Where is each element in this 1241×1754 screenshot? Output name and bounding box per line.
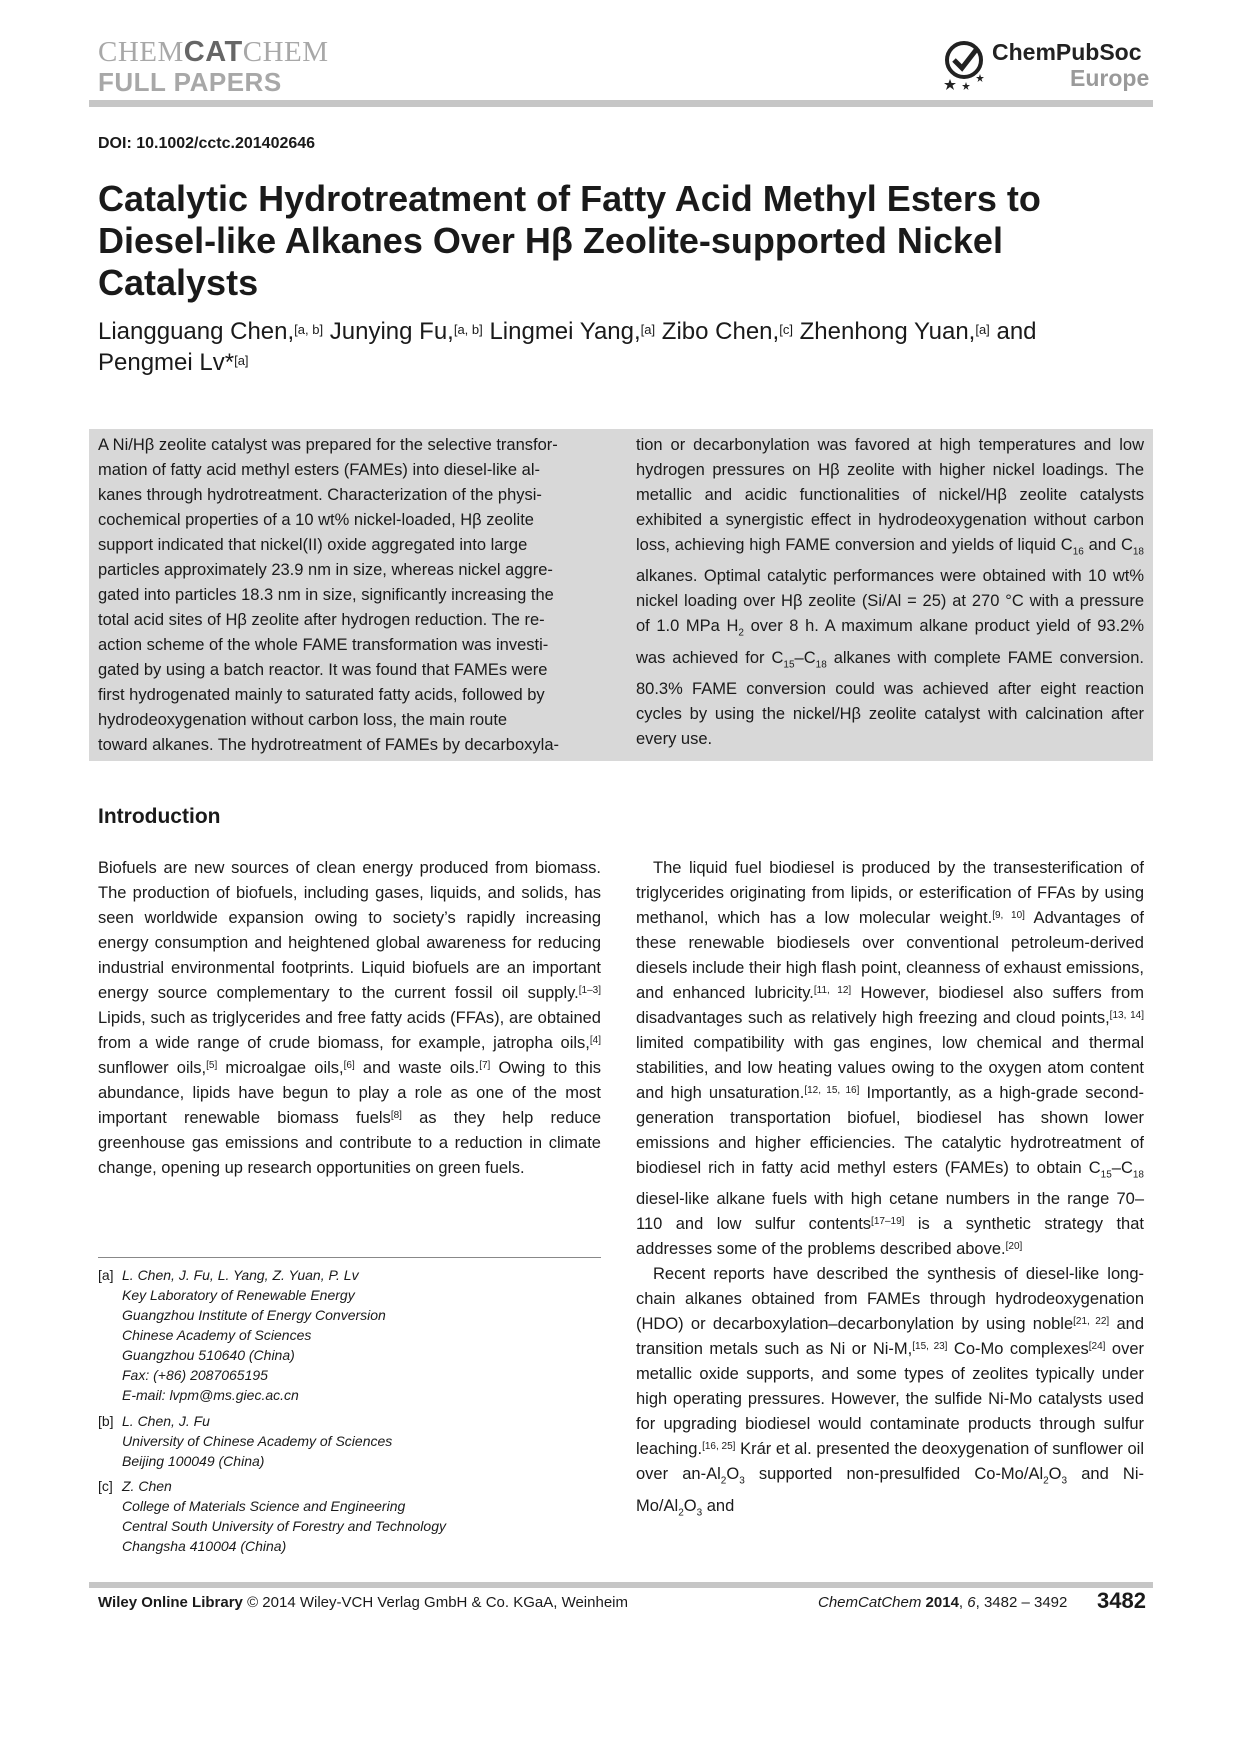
abstract-line: action scheme of the whole FAME transformation was investi- <box>98 636 549 654</box>
abstract-line: support indicated that nickel(II) oxide aggregated into large <box>98 536 528 554</box>
author-name: Liangguang Chen, <box>98 318 295 345</box>
citation: [20] <box>1005 1241 1023 1253</box>
footnote-line: Fax: (+86) 2087065195 <box>122 1367 268 1383</box>
section-heading: Introduction <box>98 805 221 828</box>
footnote-rule <box>98 1257 601 1258</box>
subscript: 2 <box>1043 1475 1049 1487</box>
footer-citation: ChemCatChem 2014, 6, 3482 – 3492 <box>818 1594 1068 1611</box>
body-right-column <box>636 856 1144 1525</box>
abstract-line: total acid sites of Hβ zeolite after hydrogen reduction. The re- <box>98 611 545 629</box>
footnote-line: Z. Chen <box>122 1478 172 1494</box>
citation-year: 2014 <box>925 1594 959 1611</box>
doi: DOI: 10.1002/cctc.201402646 <box>98 135 316 152</box>
abstract-line: kanes through hydrotreatment. Characterization of the physi- <box>98 486 542 504</box>
citation: [15, 23] <box>912 1341 948 1353</box>
journal-abbrev: ChemCatChem <box>818 1594 922 1611</box>
citation-volume: 6 <box>967 1594 976 1611</box>
citation: [1–3] <box>578 985 601 996</box>
subscript: 18 <box>1132 546 1144 558</box>
publisher-name: ChemPubSoc <box>992 39 1142 65</box>
footnote-line: L. Chen, J. Fu <box>122 1413 210 1429</box>
author-affiliation: [a] <box>234 353 249 368</box>
citation: [4] <box>589 1035 601 1046</box>
citation: [12, 15, 16] <box>804 1085 860 1096</box>
footer-rule <box>89 1582 1153 1588</box>
citation: [16, 25] <box>702 1441 736 1453</box>
citation: [17–19] <box>871 1216 905 1228</box>
journal-name-part: CAT <box>183 36 243 68</box>
author-name: Pengmei Lv* <box>98 349 235 376</box>
header-rule <box>89 100 1153 107</box>
citation: [6] <box>343 1060 355 1071</box>
author-name: Lingmei Yang, <box>489 318 641 345</box>
body-text: diesel-like alkane fuels with high cetane numbers in the range 70–110 and low sulfur contents <box>636 1190 1144 1234</box>
body-text: O <box>683 1496 697 1515</box>
body-text: Advantages of these renewable biodiesels over conventional petroleum-derived diesels include their high flash point, cleanness of exhaust emissions, and enhanced lubricity. <box>636 909 1144 1002</box>
body-paragraph <box>636 1262 1144 1525</box>
footnote-tag: [c] <box>98 1478 113 1494</box>
author-affiliation: [a, b] <box>453 322 483 337</box>
body-text: –C <box>1111 1159 1133 1177</box>
author-name: Zhenhong Yuan, <box>799 318 976 345</box>
author-affiliation: [a] <box>975 322 990 337</box>
body-text: Biofuels are new sources of clean energy produced from biomass. The production of biofuels, including gases, liquids, and solids, has seen worldwide expansion owing to society’s rapidly increasing energy consumption and heightened global awareness for reducing industrial environmental footprints. Liquid biofuels are an important energy source complementary to the current fossil oil supply. <box>98 859 601 1002</box>
author-affiliation: [c] <box>779 322 793 337</box>
email-link[interactable]: E-mail: lvpm@ms.giec.ac.cn <box>122 1387 299 1403</box>
abstract-right-column <box>636 433 1144 752</box>
abstract-line: gated into particles 18.3 nm in size, significantly increasing the <box>98 586 554 604</box>
citation: [11, 12] <box>813 985 852 996</box>
body-text: and Ni-Mo/Al <box>636 1465 1144 1515</box>
abstract-line: A Ni/Hβ zeolite catalyst was prepared for the selective transfor- <box>98 436 558 454</box>
section-label: FULL PAPERS <box>98 67 282 97</box>
citation: [21, 22] <box>1073 1316 1110 1328</box>
publisher-region: Europe <box>1070 65 1150 91</box>
abstract-line: mation of fatty acid methyl esters (FAMEs) into diesel-like al- <box>98 461 540 479</box>
body-text: microalgae oils, <box>217 1059 344 1077</box>
footnote-line: Guangzhou Institute of Energy Conversion <box>122 1307 386 1323</box>
subscript: 15 <box>783 658 795 670</box>
article-title: Catalytic Hydrotreatment of Fatty Acid Methyl Esters to Diesel-like Alkanes Over Hβ Zeolite-supported Nickel Catalysts <box>98 178 1041 303</box>
body-text: O <box>1048 1465 1062 1484</box>
footnote-tag: [a] <box>98 1267 114 1283</box>
citation: [9, 10] <box>992 910 1025 921</box>
author-conjunction: and <box>996 318 1037 345</box>
body-text: over metallic oxide supports, and some types of zeolites typically under high operating pressures. However, the sulfide Ni-Mo catalysts used for upgrading biodiesel would contaminate products through sulfur leaching. <box>636 1340 1145 1459</box>
author-list <box>98 316 1168 378</box>
wiley-online-library-link[interactable]: Wiley Online Library <box>98 1594 243 1611</box>
abstract-line: first hydrogenated mainly to saturated fatty acids, followed by <box>98 686 545 704</box>
body-paragraph <box>98 856 601 1181</box>
body-text: Krár et al. presented the deoxygenation of sunflower oil over an-Al <box>636 1440 1144 1484</box>
body-text: and transition metals such as Ni or Ni-M, <box>636 1315 1144 1359</box>
journal-name-part: CHEM <box>242 36 329 68</box>
subscript: 15 <box>1100 1169 1112 1181</box>
subscript: 2 <box>678 1506 684 1518</box>
subscript: 18 <box>815 658 827 670</box>
subscript: 2 <box>720 1475 727 1487</box>
subscript: 3 <box>696 1506 703 1518</box>
author-affiliation: [a] <box>640 322 656 337</box>
subscript: 16 <box>1072 546 1084 558</box>
footnote-line: Guangzhou 510640 (China) <box>122 1347 295 1363</box>
subscript: 2 <box>738 627 744 639</box>
subscript: 18 <box>1132 1169 1144 1181</box>
citation: [5] <box>206 1060 218 1071</box>
abstract-line: particles approximately 23.9 nm in size, whereas nickel aggre- <box>98 561 553 579</box>
author-name: Zibo Chen, <box>661 318 780 345</box>
body-paragraph <box>636 856 1144 1262</box>
abstract-text: tion or decarbonylation was favored at high temperatures and low hydrogen pressures on Hβ zeolite with higher nickel loadings. The metallic and acidic functionalities of nickel/Hβ zeolite catalysts exhibited a synergistic effect in hydrodeoxygenation without carbon loss, achieving high FAME conversion and yields of liquid C <box>636 436 1144 554</box>
body-left-column <box>98 856 601 1181</box>
abstract-line: toward alkanes. The hydrotreatment of FAMEs by decarboxyla- <box>98 736 560 754</box>
subscript: 3 <box>739 1475 745 1487</box>
citation: [7] <box>479 1060 491 1071</box>
body-text: However, biodiesel also suffers from disadvantages such as relatively high freezing and cloud points, <box>636 984 1144 1027</box>
abstract-line: gated by using a batch reactor. It was found that FAMEs were <box>98 661 548 679</box>
body-text: sunflower oils, <box>98 1059 207 1077</box>
abstract-text: –C <box>794 648 816 667</box>
journal-name <box>98 36 329 68</box>
body-text: The liquid fuel biodiesel is produced by the transesterification of triglycerides originating from lipids, or esterification of FFAs by using methanol, which has a low molecular weight. <box>636 859 1144 927</box>
footnote-line: Changsha 410004 (China) <box>122 1538 287 1554</box>
footnote-tag: [b] <box>98 1413 114 1429</box>
body-text: and waste oils. <box>354 1059 480 1077</box>
footnote-line: Key Laboratory of Renewable Energy <box>122 1287 355 1303</box>
footer-copyright <box>98 1592 628 1614</box>
body-text: Co-Mo complexes <box>947 1340 1089 1359</box>
body-text: and <box>702 1496 735 1515</box>
body-text: O <box>726 1465 740 1484</box>
affiliation-footnote <box>98 1265 601 1405</box>
page-number: 3482 <box>1097 1588 1146 1613</box>
abstract-text: over 8 h. A maximum alkane product yield of 93.2% was achieved for C <box>636 617 1145 667</box>
body-text: as they help reduce greenhouse gas emissions and contribute to a reduction in climate change, opening up research opportunities on green fuels. <box>98 1109 601 1177</box>
abstract-left-column <box>98 433 601 758</box>
body-text: Lipids, such as triglycerides and free fatty acids (FFAs), are obtained from a wide range of crude biomass, for example, jatropha oils, <box>98 1009 601 1052</box>
journal-name-part: CHEM <box>98 36 184 68</box>
body-text: Recent reports have described the synthesis of diesel-like long-chain alkanes obtained from FAMEs through hydrodeoxygenation (HDO) or decarboxylation–decarbonylation by using noble <box>636 1265 1144 1334</box>
body-text: limited compatibility with gas engines, low chemical and thermal stabilities, and low heating values owing to the oxygen atom content and high unsaturation. <box>636 1034 1144 1102</box>
subscript: 3 <box>1061 1475 1068 1487</box>
footnote-line: Chinese Academy of Sciences <box>122 1327 312 1343</box>
abstract-text: and C <box>1083 536 1133 554</box>
footnote-line: Beijing 100049 (China) <box>122 1453 265 1469</box>
footnote-line: L. Chen, J. Fu, L. Yang, Z. Yuan, P. Lv <box>122 1267 359 1283</box>
footnote-line: Central South University of Forestry and Technology <box>122 1518 446 1534</box>
footnote-line: University of Chinese Academy of Sciences <box>122 1433 393 1449</box>
body-text: Owing to this abundance, lipids have begun to play a role as one of the most important renewable biomass fuels <box>98 1059 602 1127</box>
citation: [24] <box>1088 1341 1106 1353</box>
abstract-line: hydrodeoxygenation without carbon loss, the main route <box>98 711 508 729</box>
copyright-text: © 2014 Wiley-VCH Verlag GmbH & Co. KGaA, Weinheim <box>242 1594 628 1611</box>
body-text: is a synthetic strategy that addresses some of the problems described above. <box>636 1215 1144 1259</box>
author-name: Junying Fu, <box>329 318 454 345</box>
citation-pages: , 3482 – 3492 <box>975 1594 1068 1611</box>
affiliation-footnote <box>98 1411 601 1471</box>
citation: [13, 14] <box>1109 1010 1144 1021</box>
affiliation-footnote <box>98 1476 601 1556</box>
body-text: Importantly, as a high-grade second-generation transportation biofuel, biodiesel has shown lower emissions and higher efficiencies. The catalytic hydrotreatment of biodiesel rich in fatty acid methyl esters (FAMEs) to obtain C <box>636 1084 1144 1177</box>
abstract-text: alkanes with complete FAME conversion. 80.3% FAME conversion could was achieved after eight reaction cycles by using the nickel/Hβ zeolite catalyst with calcination after every use. <box>636 648 1144 748</box>
author-affiliation: [a, b] <box>294 322 324 337</box>
citation: [8] <box>390 1110 402 1121</box>
abstract-line: cochemical properties of a 10 wt% nickel-loaded, Hβ zeolite <box>98 511 534 529</box>
abstract-paragraph <box>636 433 1144 752</box>
footnote-line: College of Materials Science and Engineering <box>122 1498 406 1514</box>
body-text: supported non-presulfided Co-Mo/Al <box>744 1465 1044 1484</box>
abstract-text: alkanes. Optimal catalytic performances were obtained with 10 wt% nickel loading over Hβ zeolite (Si/Al = 25) at 270 °C with a pressure of 1.0 MPa H <box>636 567 1144 636</box>
